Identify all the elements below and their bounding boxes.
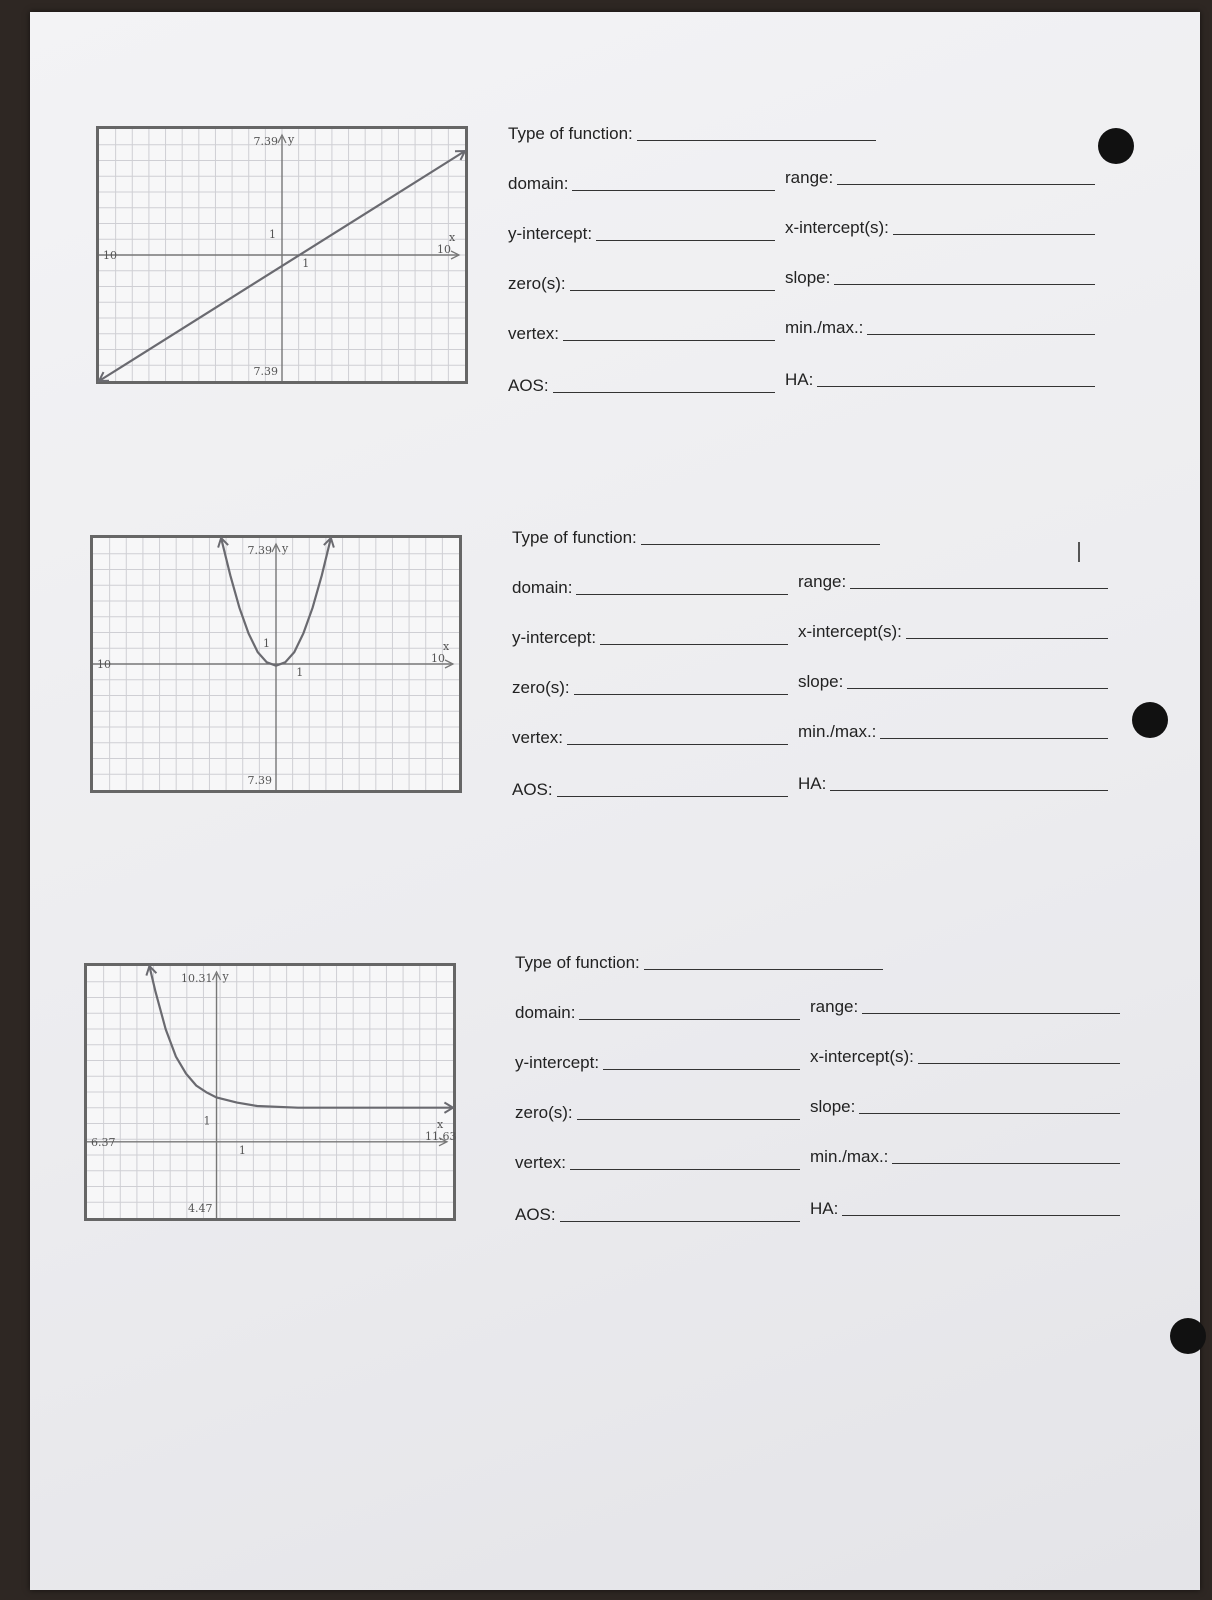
pencil-mark [1078,542,1080,562]
x-max-label: 10 [437,243,451,256]
field-domain-2-label: domain: [512,578,573,597]
field-aos-2[interactable] [512,776,788,800]
field-type-1-answer-line[interactable] [637,136,876,141]
field-y-intercept-1-label: y-intercept: [508,224,593,243]
field-aos-1-answer-line[interactable] [553,388,775,393]
graph-1-plot [99,129,465,381]
field-zeros-2[interactable] [512,674,788,698]
field-y-intercept-1-answer-line[interactable] [596,236,775,241]
field-ha-2-answer-line[interactable] [830,786,1108,791]
worksheet-page [30,12,1200,1590]
field-vertex-1[interactable] [508,320,775,344]
y-max-label: 10.31 [181,972,213,985]
field-slope-2-label: slope: [798,672,844,691]
x-unit-label: 1 [302,257,310,270]
field-vertex-3-answer-line[interactable] [570,1165,800,1170]
field-x-intercepts-1-answer-line[interactable] [893,230,1095,235]
field-vertex-2-label: vertex: [512,728,564,747]
field-slope-1[interactable] [785,264,1095,288]
x-unit-label: 1 [238,1143,246,1157]
field-ha-2-label: HA: [798,774,827,793]
field-x-intercepts-2-label: x-intercept(s): [798,622,902,641]
field-range-2[interactable] [798,568,1108,592]
field-ha-3-label: HA: [810,1199,839,1218]
field-x-intercepts-3-answer-line[interactable] [918,1059,1120,1064]
y-unit-label: 1 [203,1114,211,1128]
field-minmax-3-label: min./max.: [810,1147,889,1166]
y-max-label: 7.39 [247,544,272,557]
field-zeros-3-label: zero(s): [515,1103,573,1122]
field-range-3[interactable] [810,993,1120,1017]
field-y-intercept-2-label: y-intercept: [512,628,597,647]
y-min-label: 4.47 [188,1202,213,1215]
field-x-intercepts-1-label: x-intercept(s): [785,218,889,237]
field-type-2-label: Type of function: [512,528,637,547]
field-ha-3[interactable] [810,1195,1120,1219]
field-x-intercepts-3-label: x-intercept(s): [810,1047,914,1066]
field-type-3[interactable] [515,949,883,973]
field-type-3-answer-line[interactable] [644,965,883,970]
field-domain-2-answer-line[interactable] [576,590,788,595]
field-vertex-2-answer-line[interactable] [567,740,788,745]
field-aos-2-answer-line[interactable] [557,792,788,797]
y-min-label: 7.39 [253,365,278,378]
field-aos-1[interactable] [508,372,775,396]
x-axis-name: x [443,640,450,653]
field-aos-1-label: AOS: [508,376,549,395]
field-type-1-label: Type of function: [508,124,633,143]
binder-hole [1170,1318,1206,1354]
field-type-2[interactable] [512,524,880,548]
field-y-intercept-3-answer-line[interactable] [603,1065,800,1070]
field-y-intercept-3[interactable] [515,1049,800,1073]
field-ha-3-answer-line[interactable] [842,1211,1120,1216]
y-min-label: 7.39 [247,774,272,787]
field-slope-1-answer-line[interactable] [834,280,1095,285]
field-ha-2[interactable] [798,770,1108,794]
field-slope-3-answer-line[interactable] [859,1109,1120,1114]
field-ha-1-answer-line[interactable] [817,382,1095,387]
field-y-intercept-2-answer-line[interactable] [600,640,788,645]
y-axis-name: y [288,133,295,146]
field-vertex-3[interactable] [515,1149,800,1173]
field-range-3-label: range: [810,997,859,1016]
x-unit-label: 1 [296,666,304,679]
y-max-label: 7.39 [253,135,278,148]
x-min-label: 10 [97,658,111,671]
field-ha-1-label: HA: [785,370,814,389]
field-domain-3-label: domain: [515,1003,576,1022]
field-aos-2-label: AOS: [512,780,553,799]
field-slope-3-label: slope: [810,1097,856,1116]
graph-2 [90,535,462,793]
field-x-intercepts-1[interactable] [785,214,1095,238]
field-range-1-label: range: [785,168,834,187]
x-max-label: 10 [431,652,445,665]
x-min-label: 10 [103,249,117,262]
binder-hole [1132,702,1168,738]
field-ha-1[interactable] [785,366,1095,390]
y-axis-name: y [282,542,289,555]
field-y-intercept-1[interactable] [508,220,775,244]
field-aos-3-answer-line[interactable] [560,1217,800,1222]
function-curve [149,966,453,1108]
x-max-label: 11.63 [425,1129,457,1143]
graph-2-plot [93,538,459,790]
field-y-intercept-2[interactable] [512,624,788,648]
field-domain-3-answer-line[interactable] [579,1015,800,1020]
field-aos-3[interactable] [515,1201,800,1225]
field-domain-1-label: domain: [508,174,569,193]
y-axis-name: y [222,970,229,983]
field-minmax-2-label: min./max.: [798,722,877,741]
field-domain-1[interactable] [508,170,775,194]
x-axis-name: x [437,1117,444,1131]
x-axis-name: x [449,231,456,244]
field-x-intercepts-2-answer-line[interactable] [906,634,1108,639]
field-range-2-answer-line[interactable] [850,584,1108,589]
field-domain-3[interactable] [515,999,800,1023]
graph-3 [84,963,456,1221]
field-zeros-2-answer-line[interactable] [574,690,788,695]
field-zeros-3[interactable] [515,1099,800,1123]
field-minmax-1-label: min./max.: [785,318,864,337]
field-zeros-1[interactable] [508,270,775,294]
field-vertex-1-label: vertex: [508,324,560,343]
field-range-1-answer-line[interactable] [837,180,1095,185]
field-minmax-1-answer-line[interactable] [867,330,1095,335]
field-minmax-2-answer-line[interactable] [880,734,1108,739]
field-slope-3[interactable] [810,1093,1120,1117]
field-minmax-3[interactable] [810,1143,1120,1167]
graph-3-plot [87,966,457,1218]
field-vertex-3-label: vertex: [515,1153,567,1172]
field-type-2-answer-line[interactable] [641,540,880,545]
field-zeros-2-label: zero(s): [512,678,570,697]
field-x-intercepts-2[interactable] [798,618,1108,642]
y-unit-label: 1 [269,227,276,241]
field-minmax-3-answer-line[interactable] [892,1159,1120,1164]
field-y-intercept-3-label: y-intercept: [515,1053,600,1072]
field-zeros-1-label: zero(s): [508,274,566,293]
field-zeros-1-answer-line[interactable] [570,286,775,291]
graph-1 [96,126,468,384]
y-unit-label: 1 [263,636,270,650]
field-range-3-answer-line[interactable] [862,1009,1120,1014]
field-range-1[interactable] [785,164,1095,188]
field-slope-2-answer-line[interactable] [847,684,1108,689]
field-domain-2[interactable] [512,574,788,598]
field-vertex-2[interactable] [512,724,788,748]
x-min-label: 6.37 [91,1135,116,1149]
field-vertex-1-answer-line[interactable] [563,336,775,341]
field-type-3-label: Type of function: [515,953,640,972]
field-slope-2[interactable] [798,668,1108,692]
field-aos-3-label: AOS: [515,1205,556,1224]
field-range-2-label: range: [798,572,847,591]
field-minmax-2[interactable] [798,718,1108,742]
field-x-intercepts-3[interactable] [810,1043,1120,1067]
field-slope-1-label: slope: [785,268,831,287]
field-minmax-1[interactable] [785,314,1095,338]
field-zeros-3-answer-line[interactable] [577,1115,800,1120]
binder-hole [1098,128,1134,164]
field-domain-1-answer-line[interactable] [572,186,775,191]
field-type-1[interactable] [508,120,876,144]
